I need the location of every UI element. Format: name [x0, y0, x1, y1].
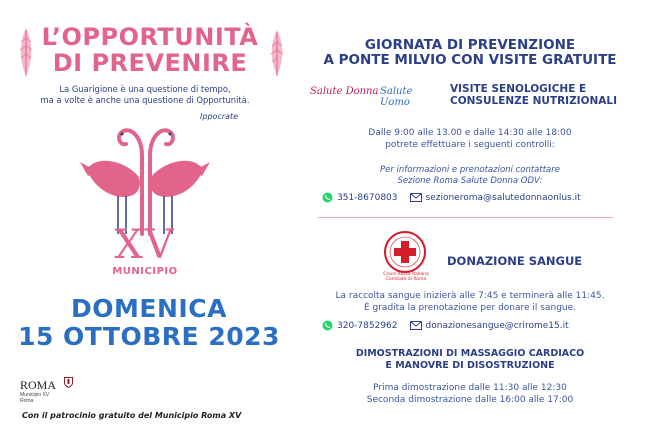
roma-logo: [20, 378, 56, 404]
phone-2[interactable]: 320-7852962: [337, 320, 398, 331]
title-line-1: L’OPPORTUNITÀ: [41, 23, 259, 51]
quote-line-1: La Guarigione è una questione di tempo,: [59, 84, 231, 94]
demo-title-1: DIMOSTRAZIONI DI MASSAGGIO CARDIACO: [355, 348, 585, 359]
visite-title: [450, 83, 617, 107]
demo-title: [300, 348, 640, 372]
roma-sub-2: Roma: [20, 397, 34, 404]
roma-crest-icon: [64, 377, 73, 388]
cri-caption: [376, 272, 436, 282]
info-line-1: Per informazioni e prenotazioni contattare: [379, 165, 560, 175]
cri-text-2: Comitato di Roma: [385, 277, 427, 282]
demo-schedule: [300, 383, 640, 406]
contact-row-2: [322, 320, 569, 331]
roma-label: ROMA: [20, 378, 57, 392]
demo-line-2: Seconda dimostrazione dalle 16:00 alle 17:00: [366, 394, 574, 405]
quote-line-2: ma a volte è anche una questione di Opportunità.: [40, 95, 250, 105]
date-day: DOMENICA: [71, 294, 227, 323]
donation-title: DONAZIONE SANGUE: [447, 254, 583, 268]
main-title: [30, 24, 270, 76]
phone-1[interactable]: 351-8670803: [337, 192, 398, 203]
email-2[interactable]: donazionesangue@crirome15.it: [425, 320, 569, 331]
red-cross-icon: [383, 230, 427, 274]
visite-line-2: CONSULENZE NUTRIZIONALI: [450, 95, 618, 107]
quote-author: Ippocrate: [200, 112, 239, 121]
heading-line-1: GIORNATA DI PREVENZIONE: [364, 37, 576, 53]
mail-icon: [410, 321, 422, 330]
hours-line-1: Dalle 9:00 alle 13.00 e dalle 14:30 alle 18:00: [368, 128, 572, 138]
visite-line-1: VISITE SENOLOGICHE E: [450, 83, 587, 95]
contact-row-1: [322, 192, 581, 203]
email-1[interactable]: sezioneroma@salutedonnaonlus.it: [425, 192, 581, 203]
mail-icon: [410, 193, 422, 202]
hours-text: [300, 128, 640, 151]
municipio-label: MUNICIPIO: [112, 266, 178, 277]
title-line-2: DI PREVENIRE: [52, 49, 248, 77]
divider: [318, 217, 613, 218]
date-full: 15 OTTOBRE 2023: [18, 322, 280, 351]
quote: [20, 84, 270, 106]
salute-donna-logo: Salute Donna: [310, 86, 379, 97]
donation-text: [300, 291, 640, 314]
roma-sub-1: Municipio XV: [20, 392, 50, 398]
info-text: [300, 165, 640, 187]
donation-line-1: La raccolta sangue inizierà alle 7:45 e terminerà alle 11:45.: [335, 291, 605, 301]
municipio-numeral: XV: [114, 222, 176, 268]
info-line-2: Sezione Roma Salute Donna ODV:: [397, 176, 543, 186]
cri-text-1: Croce Rossa Italiana: [383, 272, 429, 277]
whatsapp-icon: [322, 192, 333, 203]
demo-line-1: Prima dimostrazione dalle 11:30 alle 12:30: [373, 383, 567, 393]
patronage-note: Con il patrocinio gratuito del Municipio Roma XV: [22, 411, 242, 420]
event-heading: [300, 38, 640, 68]
donation-line-2: È gradita la prenotazione per donare il sangue.: [363, 302, 577, 313]
hours-line-2: potrete effettuare i seguenti controlli:: [385, 139, 555, 150]
heading-line-2: A PONTE MILVIO CON VISITE GRATUITE: [323, 52, 617, 68]
whatsapp-icon: [322, 320, 333, 331]
salute-uomo-logo: Salute Uomo: [380, 86, 413, 108]
flamingo-icon: [70, 116, 220, 236]
demo-title-2: E MANOVRE DI DISOSTRUZIONE: [385, 360, 555, 371]
salute-logos: [308, 82, 443, 108]
